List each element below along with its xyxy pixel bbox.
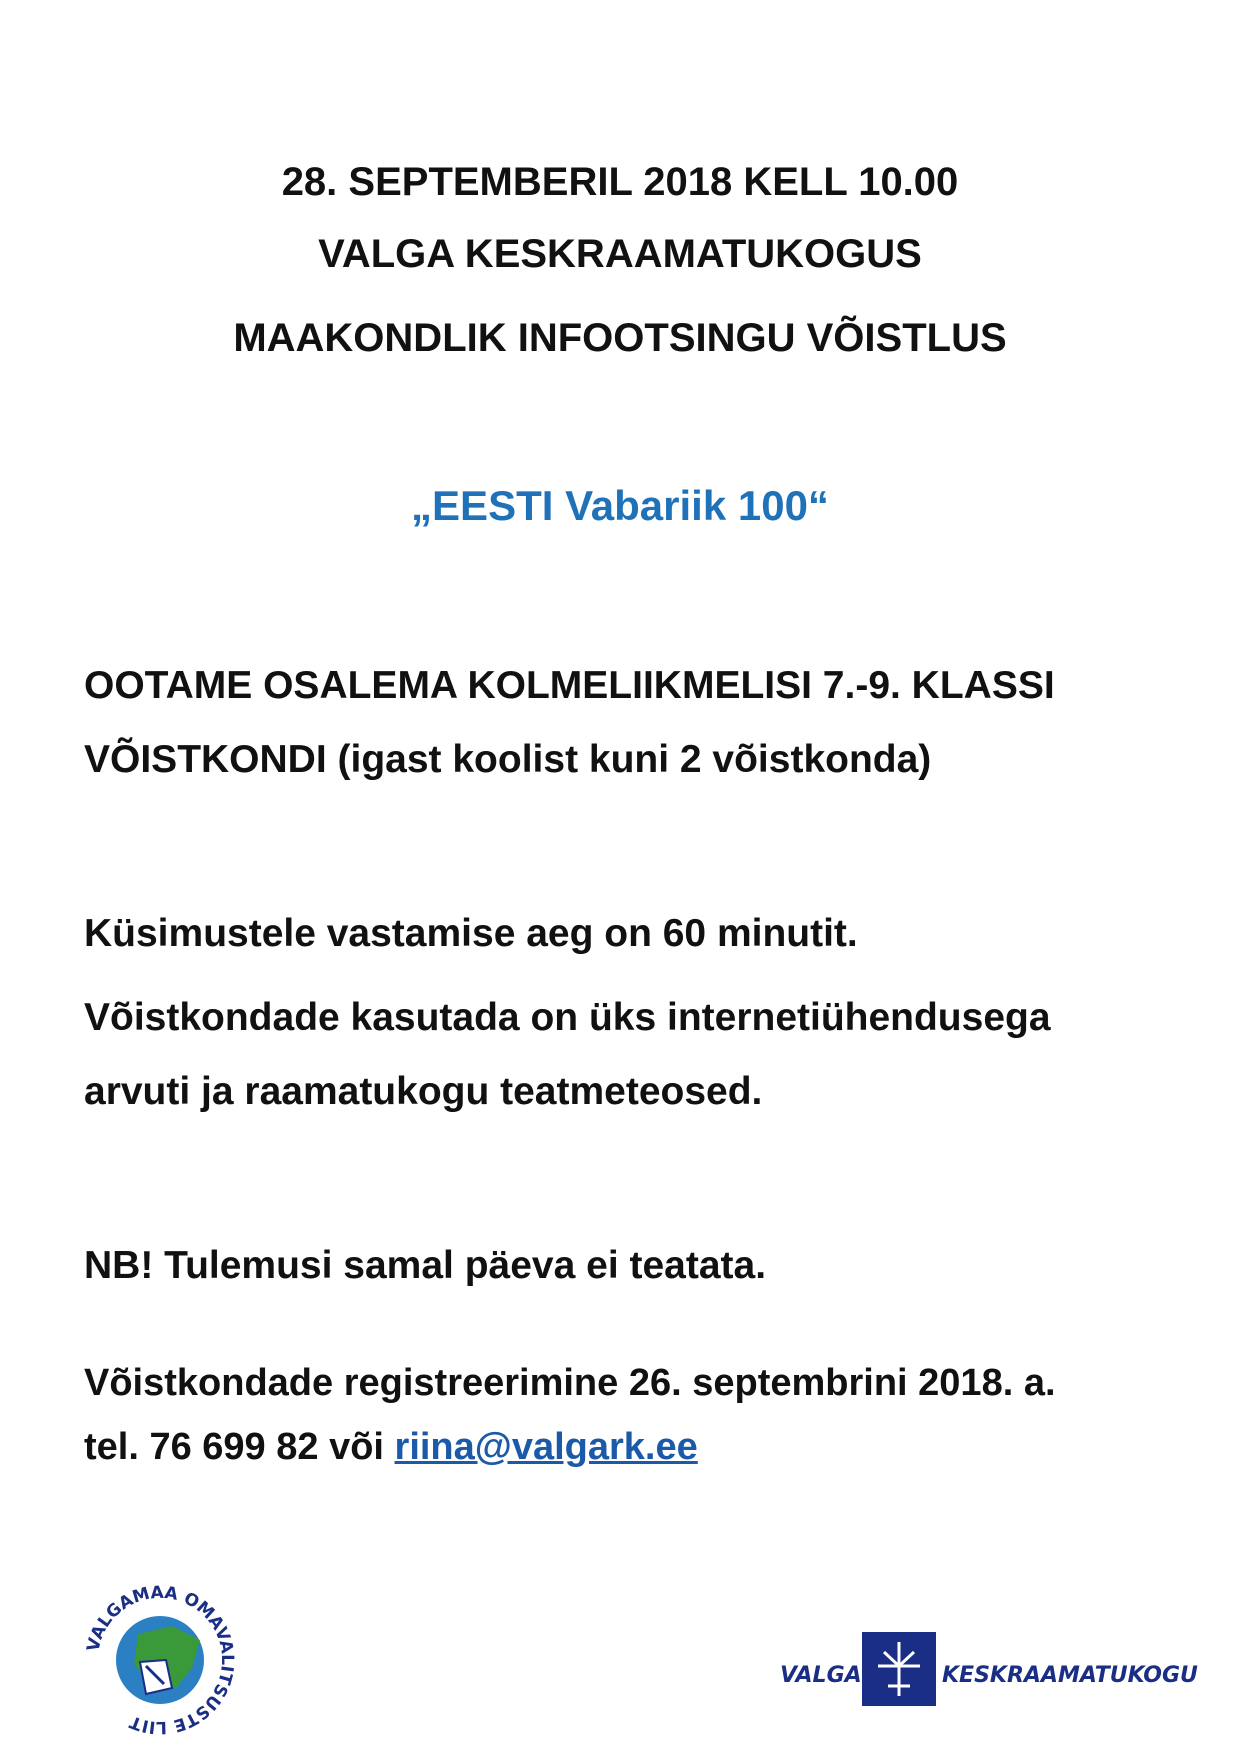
email-link[interactable]: riina@valgark.ee bbox=[394, 1426, 698, 1468]
results-note: NB! Tulemusi samal päeva ei teatata. bbox=[84, 1244, 767, 1287]
left-logo-text: VALGAMAA OMAVALITSUSTE LIIT bbox=[83, 1582, 238, 1738]
valgamaa-emblem-icon bbox=[80, 1580, 240, 1740]
event-subtitle: „EESTI Vabariik 100“ bbox=[411, 482, 829, 529]
logo-text-left: VALGA bbox=[780, 1663, 862, 1688]
details-line-3: arvuti ja raamatukogu teatmeteosed. bbox=[84, 1070, 763, 1113]
valgamaa-union-logo bbox=[80, 1580, 240, 1740]
valga-library-logo bbox=[780, 1630, 1198, 1710]
details-line-2: Võistkondade kasutada on üks internetiühendusega bbox=[84, 996, 1051, 1039]
library-emblem-icon bbox=[780, 1630, 1198, 1710]
registration-line: Võistkondade registreerimine 26. septembrini 2018. a. bbox=[84, 1362, 1056, 1404]
contact-line bbox=[84, 1426, 698, 1469]
phone-text: tel. 76 699 82 või bbox=[84, 1426, 395, 1468]
invitation-line-2: VÕISTKONDI (igast koolist kuni 2 võistkonda) bbox=[84, 738, 932, 781]
invitation-line-1: OOTAME OSALEMA KOLMELIIKMELISI 7.-9. KLASSI bbox=[84, 664, 1055, 707]
logo-text-right: KESKRAAMATUKOGU bbox=[942, 1663, 1198, 1688]
details-line-1: Küsimustele vastamise aeg on 60 minutit. bbox=[84, 912, 858, 955]
date-heading: 28. SEPTEMBERIL 2018 KELL 10.00 bbox=[281, 160, 959, 204]
venue-heading: VALGA KESKRAAMATUKOGUS bbox=[318, 232, 922, 276]
event-heading: MAAKONDLIK INFOOTSINGU VÕISTLUS bbox=[233, 316, 1007, 360]
